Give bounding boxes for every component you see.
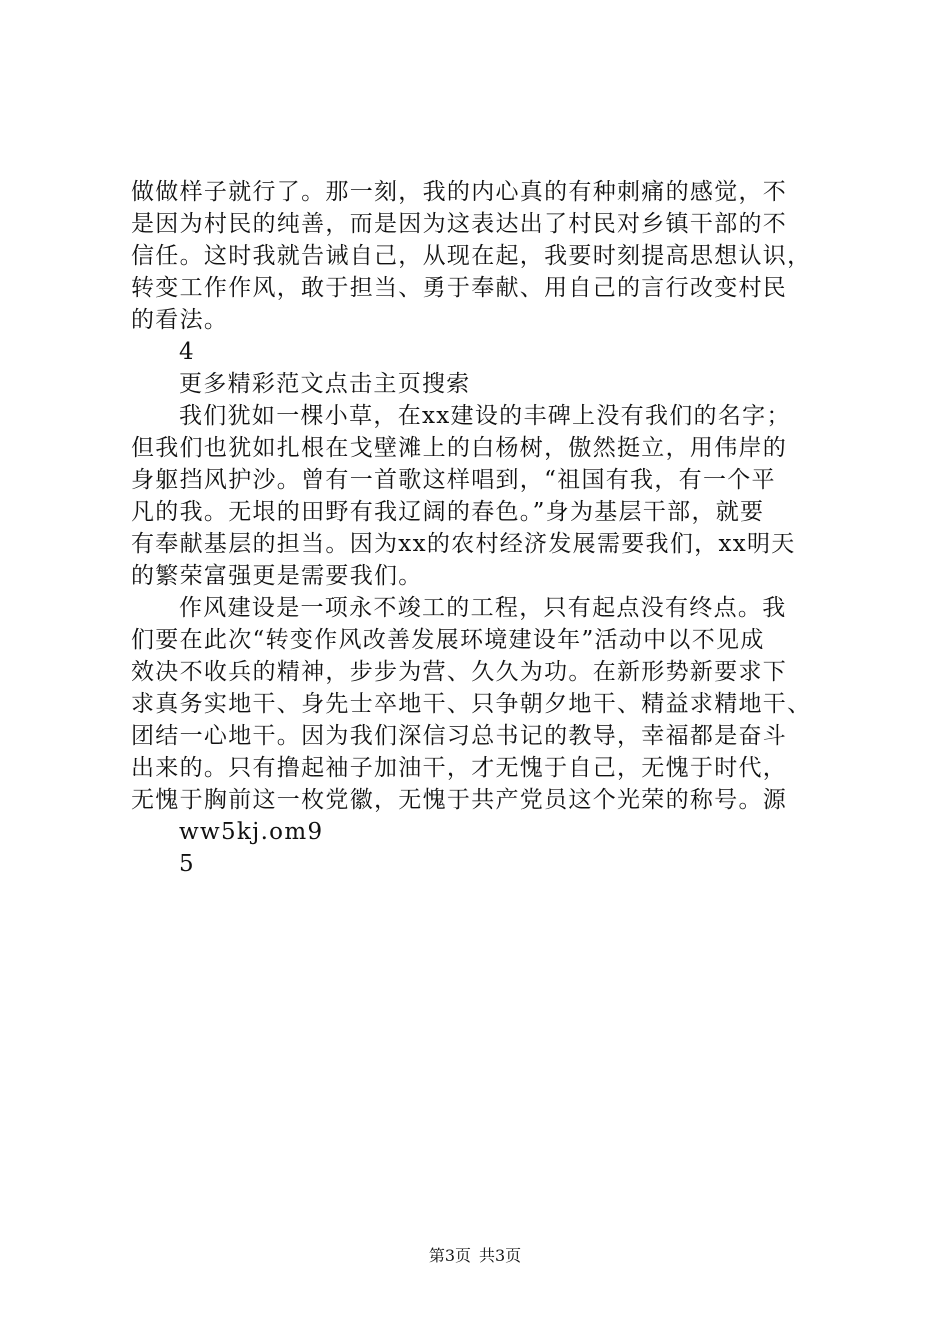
text-line: 但我们也犹如扎根在戈壁滩上的白杨树，傲然挺立，用伟岸的 (131, 435, 788, 461)
text-line: 4 (179, 339, 195, 365)
text-line: 身躯挡风护沙。曾有一首歌这样唱到，“祖国有我，有一个平 (131, 467, 776, 493)
text-line: 我们犹如一棵小草，在xx建设的丰碑上没有我们的名字； (179, 403, 791, 429)
text-line: 求真务实地干、身先士卒地干、只争朝夕地干、精益求精地干、 (131, 691, 812, 717)
text-line: ww5kj.om9 (179, 819, 324, 845)
text-line: 们要在此次“转变作风改善发展环境建设年”活动中以不见成 (131, 627, 765, 653)
text-line: 信任。这时我就告诫自己，从现在起，我要时刻提高思想认识， (131, 243, 812, 269)
text-line: 做做样子就行了。那一刻，我的内心真的有种刺痛的感觉，不 (131, 179, 788, 205)
page-number-total: 共3页 (479, 1246, 522, 1265)
text-line: 5 (179, 851, 195, 877)
text-line: 的看法。 (131, 307, 229, 333)
text-line: 更多精彩范文点击主页搜索 (179, 371, 471, 397)
page-footer (0, 1246, 950, 1266)
text-line: 作风建设是一项永不竣工的工程，只有起点没有终点。我 (179, 595, 787, 621)
text-line: 出来的。只有撸起袖子加油干，才无愧于自己，无愧于时代， (131, 755, 788, 781)
document-body (131, 176, 846, 880)
text-line: 是因为村民的纯善，而是因为这表达出了村民对乡镇干部的不 (131, 211, 788, 237)
text-line: 有奉献基层的担当。因为xx的农村经济发展需要我们，xx明天 (131, 531, 796, 557)
text-line: 团结一心地干。因为我们深信习总书记的教导，幸福都是奋斗 (131, 723, 788, 749)
text-line: 效决不收兵的精神，步步为营、久久为功。在新形势新要求下 (131, 659, 788, 685)
page-number-current: 第3页 (428, 1246, 471, 1265)
text-line: 无愧于胸前这一枚党徽，无愧于共产党员这个光荣的称号。源 (131, 787, 788, 813)
text-line: 转变工作作风，敢于担当、勇于奉献、用自己的言行改变村民 (131, 275, 788, 301)
text-line: 凡的我。无垠的田野有我辽阔的春色。”身为基层干部，就要 (131, 499, 765, 525)
text-line: 的繁荣富强更是需要我们。 (131, 563, 423, 589)
